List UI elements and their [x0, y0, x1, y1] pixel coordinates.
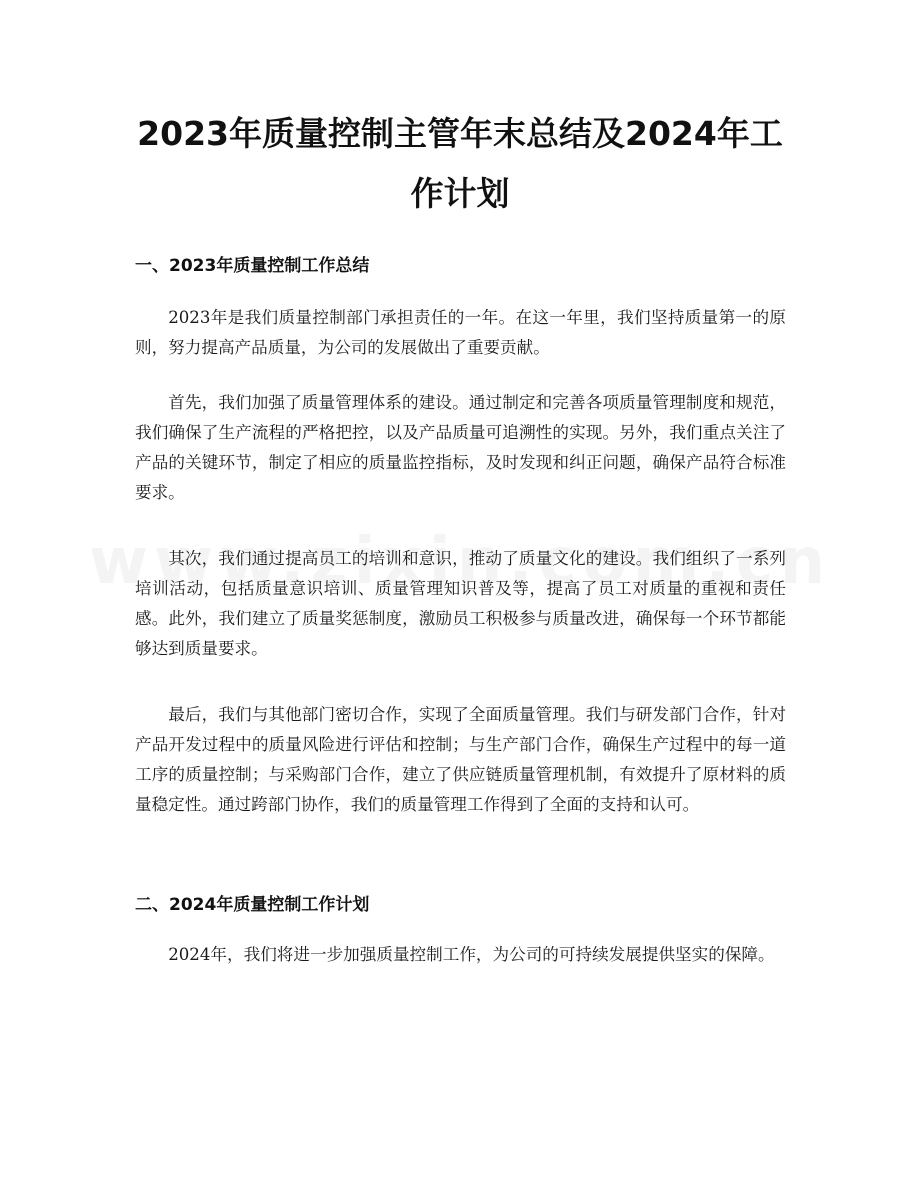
section-heading-plan: 二、2024年质量控制工作计划 — [135, 895, 370, 915]
document-title: 2023年质量控制主管年末总结及2024年工作计划 — [137, 114, 783, 213]
paragraph: 2024年，我们将进一步加强质量控制工作，为公司的可持续发展提供坚实的保障。 — [168, 945, 775, 964]
paragraph: 其次，我们通过提高员工的培训和意识，推动了质量文化的建设。我们组织了一系列培训活动，包括质量意识培训、质量管理知识普及等，提高了员工对质量的重视和责任感。此外，我们建立了质量奖惩制度，激励员工积极参与质量改进，确保每一个环节都能够达到质量要求。 — [135, 549, 786, 658]
section-heading-summary: 一、2023年质量控制工作总结 — [135, 256, 370, 276]
paragraph: 首先，我们加强了质量管理体系的建设。通过制定和完善各项质量管理制度和规范，我们确保了生产流程的严格把控，以及产品质量可追溯性的实现。另外，我们重点关注了产品的关键环节，制定了相应的质量监控指标，及时发现和纠正问题，确保产品符合标准要求。 — [135, 393, 786, 502]
paragraph: 2023年是我们质量控制部门承担责任的一年。在这一年里，我们坚持质量第一的原则，努力提高产品质量，为公司的发展做出了重要贡献。 — [135, 308, 786, 357]
paragraph: 最后，我们与其他部门密切合作，实现了全面质量管理。我们与研发部门合作，针对产品开发过程中的质量风险进行评估和控制；与生产部门合作，确保生产过程中的每一道工序的质量控制；与采购部门合作，建立了供应链质量管理机制，有效提升了原材料的质量稳定性。通过跨部门协作，我们的质量管理工作得到了全面的支持和认可。 — [135, 705, 786, 814]
